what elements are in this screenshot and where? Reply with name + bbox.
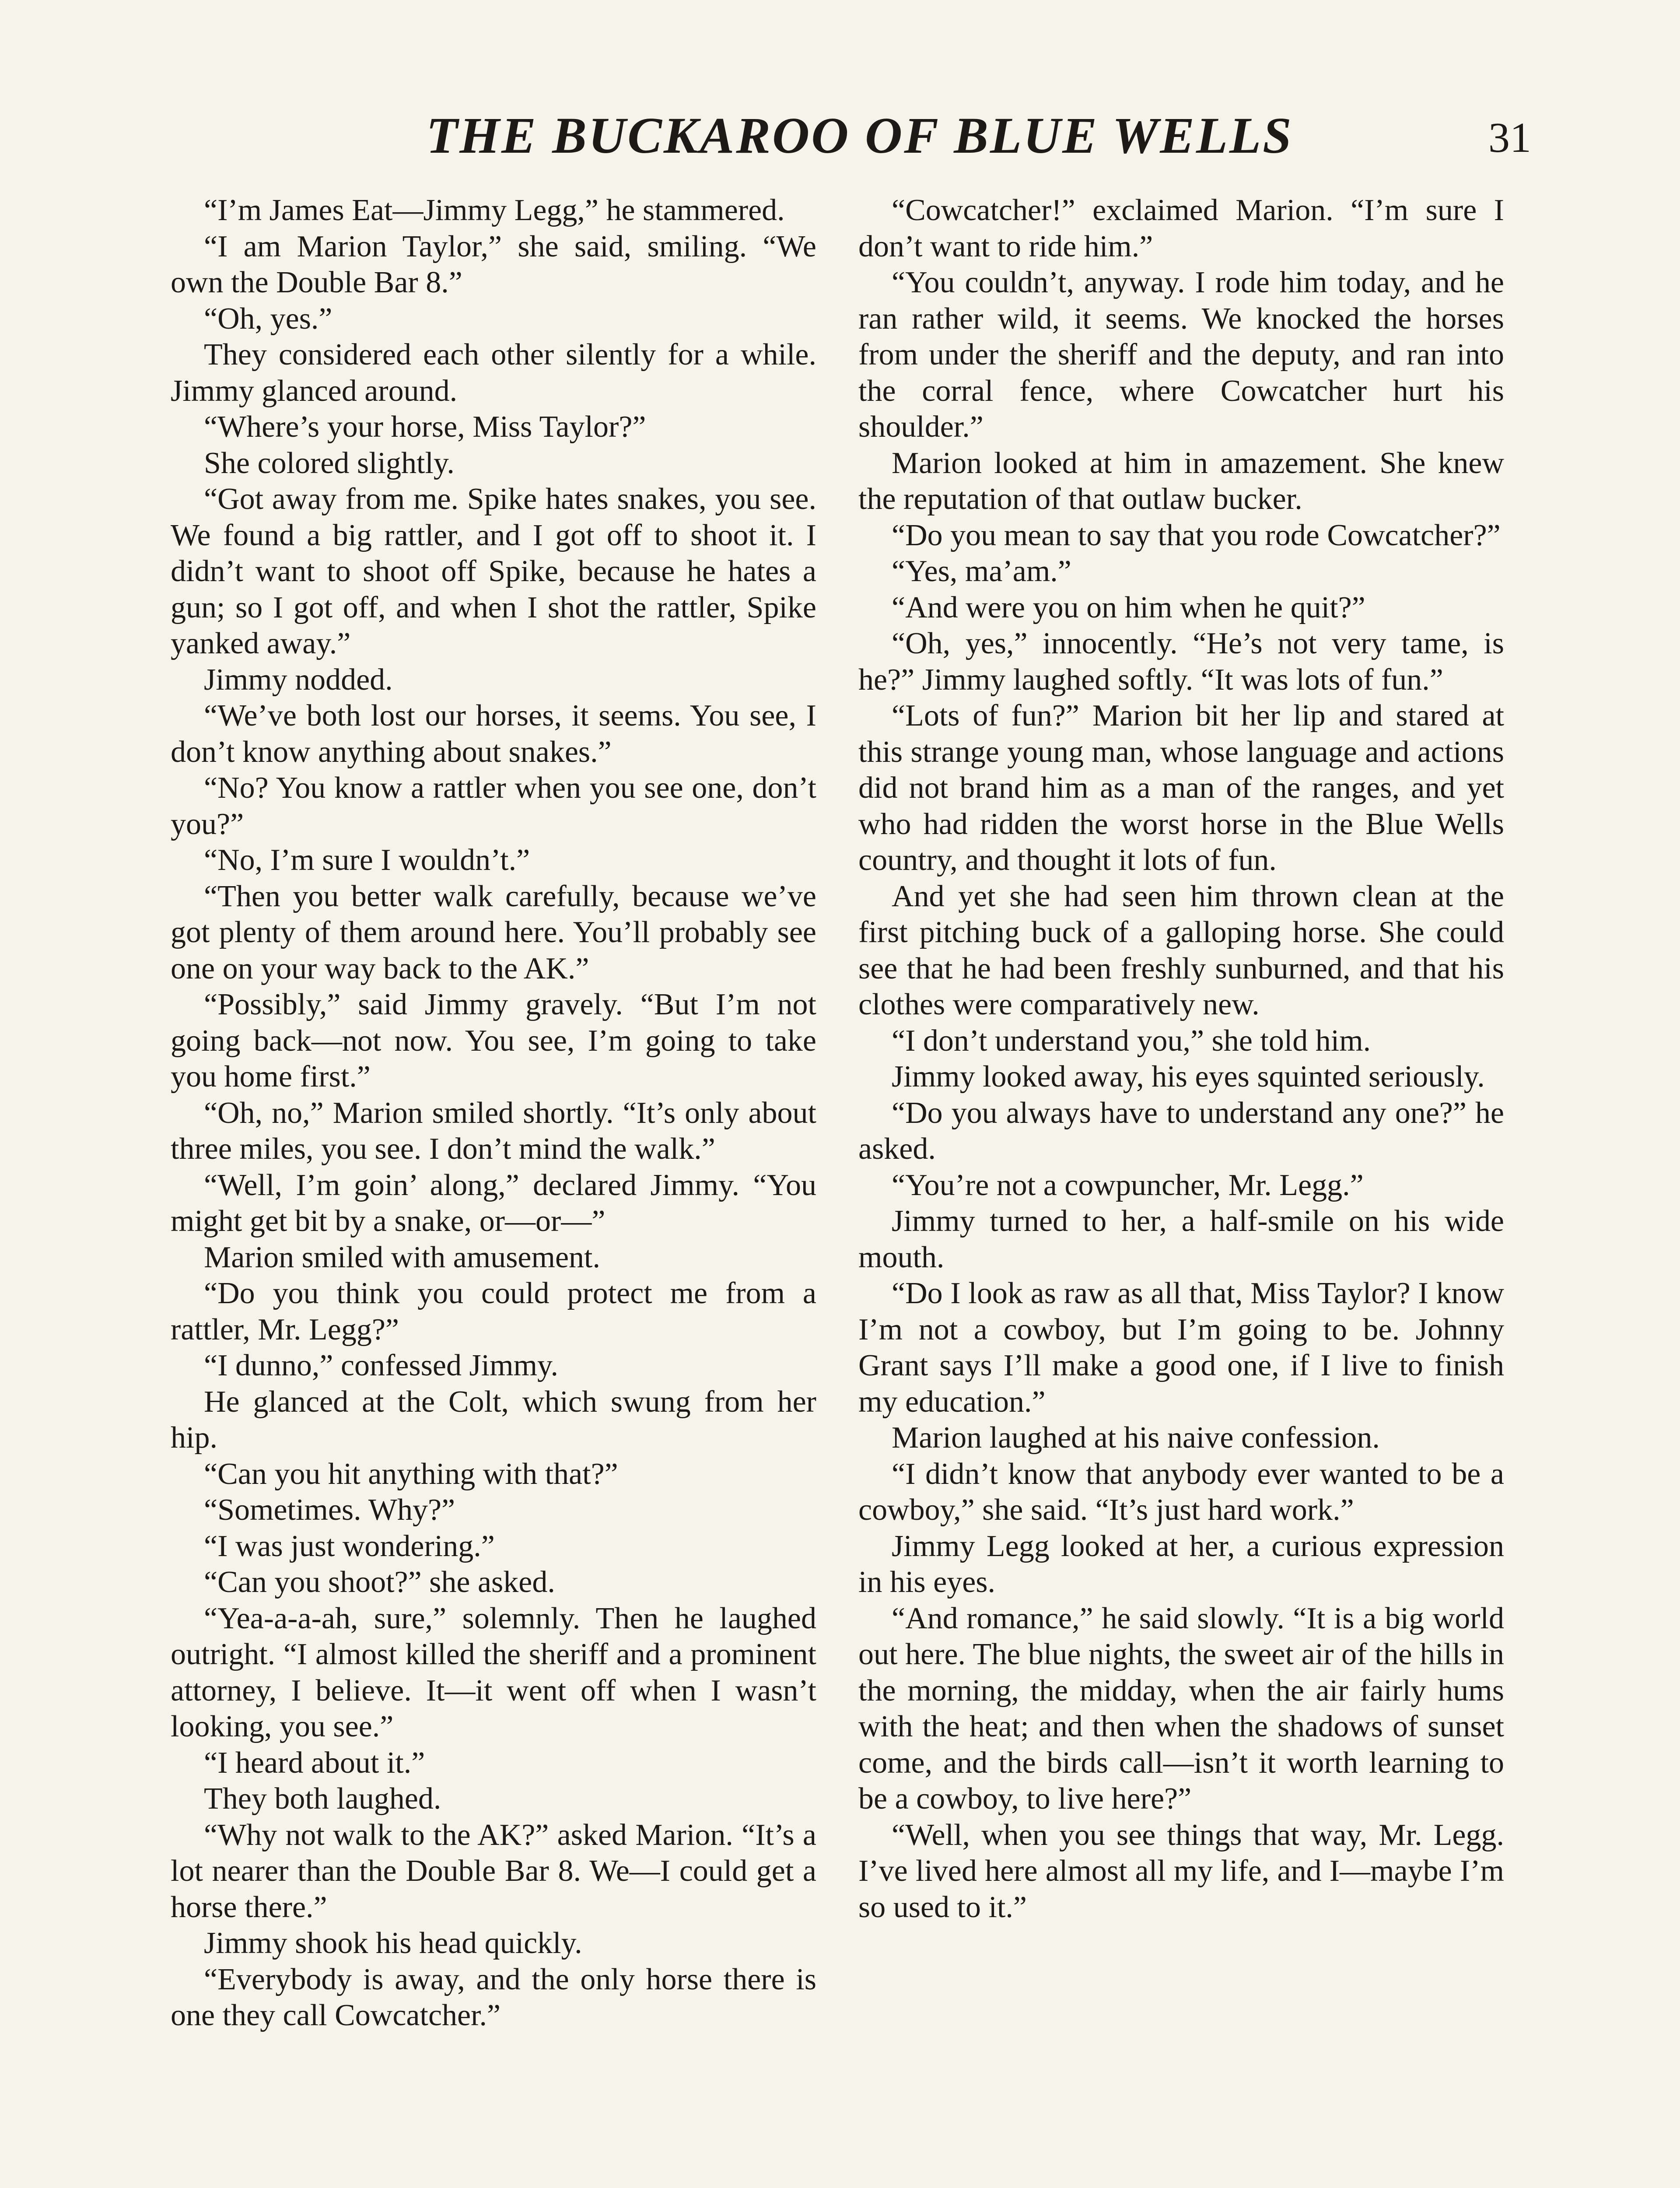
paragraph: They both laughed. [204,1782,441,1816]
paragraph: “You couldn’t, anyway. I rode him today, and he ran rather wild, it seems. We knocked the horses from under the sheriff and the deputy, and ran into the corral fence, where Cowcatcher hurt his shoulder.” [858,266,1504,444]
paragraph: “Oh, no,” Marion smiled shortly. “It’s only about three miles, you see. I don’t mind the walk.” [171,1096,816,1166]
paragraph: “I dunno,” confessed Jimmy. [204,1349,558,1382]
paragraph: Jimmy looked away, his eyes squinted seriously. [892,1060,1485,1094]
paragraph: “Why not walk to the AK?” asked Marion. “It’s a lot nearer than the Double Bar 8. We—I could get a horse there.” [171,1818,816,1924]
paragraph: She colored slightly. [204,446,455,480]
running-title: THE BUCKAROO OF BLUE WELLS [426,107,1293,164]
paragraph: “Everybody is away, and the only horse there is one they call Cowcatcher.” [171,1962,816,2032]
paragraph: Marion smiled with amusement. [204,1240,600,1274]
paragraph: “Do you always have to understand any one?” he asked. [858,1096,1504,1166]
paragraph: “Oh, yes,” innocently. “He’s not very tame, is he?” Jimmy laughed softly. “It was lots of fun.” [858,627,1504,697]
paragraph: “Then you better walk carefully, because we’ve got plenty of them around here. You’ll probably see one on your way back to the AK.” [171,879,816,985]
paragraph: Jimmy nodded. [204,663,393,697]
paragraph: “No, I’m sure I wouldn’t.” [204,843,530,877]
page-number: 31 [1488,114,1531,161]
paragraph: “Can you hit anything with that?” [204,1457,618,1491]
paragraph: And yet she had seen him thrown clean at the first pitching buck of a galloping horse. She could see that he had been freshly sunburned, and that his clothes were comparatively new. [858,879,1504,1021]
paragraph: “I am Marion Taylor,” she said, smiling. “We own the Double Bar 8.” [171,229,816,299]
paragraph: Marion laughed at his naive confession. [892,1421,1380,1455]
paragraph: “Got away from me. Spike hates snakes, you see. We found a big rattler, and I got off to shoot it. I didn’t want to shoot off Spike, because he hates a gun; so I got off, and when I shot the rattler, Spike yanked away.” [171,482,816,660]
paragraph: “Where’s your horse, Miss Taylor?” [204,410,646,444]
paragraph: “And were you on him when he quit?” [892,590,1365,624]
paragraph: Marion looked at him in amazement. She knew the reputation of that outlaw bucker. [858,446,1504,516]
paragraph: “Well, I’m goin’ along,” declared Jimmy. “You might get bit by a snake, or—or—” [171,1168,816,1238]
paragraph: “Oh, yes.” [204,302,332,336]
paragraph: They considered each other silently for a while. Jimmy glanced around. [171,338,816,408]
paragraph: “Possibly,” said Jimmy gravely. “But I’m not going back—not now. You see, I’m going to take you home first.” [171,988,816,1094]
paragraph: “I was just wondering.” [204,1529,495,1563]
paragraph: Jimmy turned to her, a half-smile on his wide mouth. [858,1204,1504,1274]
right-column [858,193,1504,2188]
paragraph: Jimmy Legg looked at her, a curious expression in his eyes. [858,1529,1504,1599]
paragraph: “Sometimes. Why?” [204,1493,455,1527]
paragraph: He glanced at the Colt, which swung from her hip. [171,1385,816,1455]
paragraph: “Yes, ma’am.” [892,554,1071,588]
paragraph: “Cowcatcher!” exclaimed Marion. “I’m sure I don’t want to ride him.” [858,193,1504,263]
paragraph: Jimmy shook his head quickly. [204,1926,582,1960]
paragraph: “Do you mean to say that you rode Cowcatcher?” [892,518,1501,552]
paragraph: “I heard about it.” [204,1746,425,1780]
left-column [171,193,816,2188]
text-columns [171,193,1518,2188]
paragraph: “Can you shoot?” she asked. [204,1565,555,1599]
paragraph: “We’ve both lost our horses, it seems. You see, I don’t know anything about snakes.” [171,699,816,769]
paragraph: “Do you think you could protect me from a rattler, Mr. Legg?” [171,1276,816,1346]
paragraph: “You’re not a cowpuncher, Mr. Legg.” [892,1168,1364,1202]
paragraph: “And romance,” he said slowly. “It is a big world out here. The blue nights, the sweet air of the hills in the morning, the midday, when the air fairly hums with the heat; and then when the shadows of sunset come, and the birds call—isn’t it worth learning to be a cowboy, to live here?” [858,1601,1504,1816]
paragraph: “No? You know a rattler when you see one, don’t you?” [171,771,816,841]
paragraph: “Lots of fun?” Marion bit her lip and stared at this strange young man, whose language and actions did not brand him as a man of the ranges, and yet who had ridden the worst horse in the Blue Wells country, and thought it lots of fun. [858,699,1504,877]
page-header [0,92,1680,179]
paragraph: “Yea-a-a-ah, sure,” solemnly. Then he laughed outright. “I almost killed the sheriff and a prominent attorney, I believe. It—it went off when I wasn’t looking, you see.” [171,1601,816,1743]
paragraph: “Do I look as raw as all that, Miss Taylor? I know I’m not a cowboy, but I’m going to be. Johnny Grant says I’ll make a good one, if I live to finish my education.” [858,1276,1504,1419]
paragraph: “I’m James Eat—Jimmy Legg,” he stammered. [204,193,785,227]
paragraph: “Well, when you see things that way, Mr. Legg. I’ve lived here almost all my life, and I—maybe I’m so used to it.” [858,1818,1504,1924]
paragraph: “I didn’t know that anybody ever wanted to be a cowboy,” she said. “It’s just hard work.” [858,1457,1504,1527]
paragraph: “I don’t understand you,” she told him. [892,1024,1371,1058]
